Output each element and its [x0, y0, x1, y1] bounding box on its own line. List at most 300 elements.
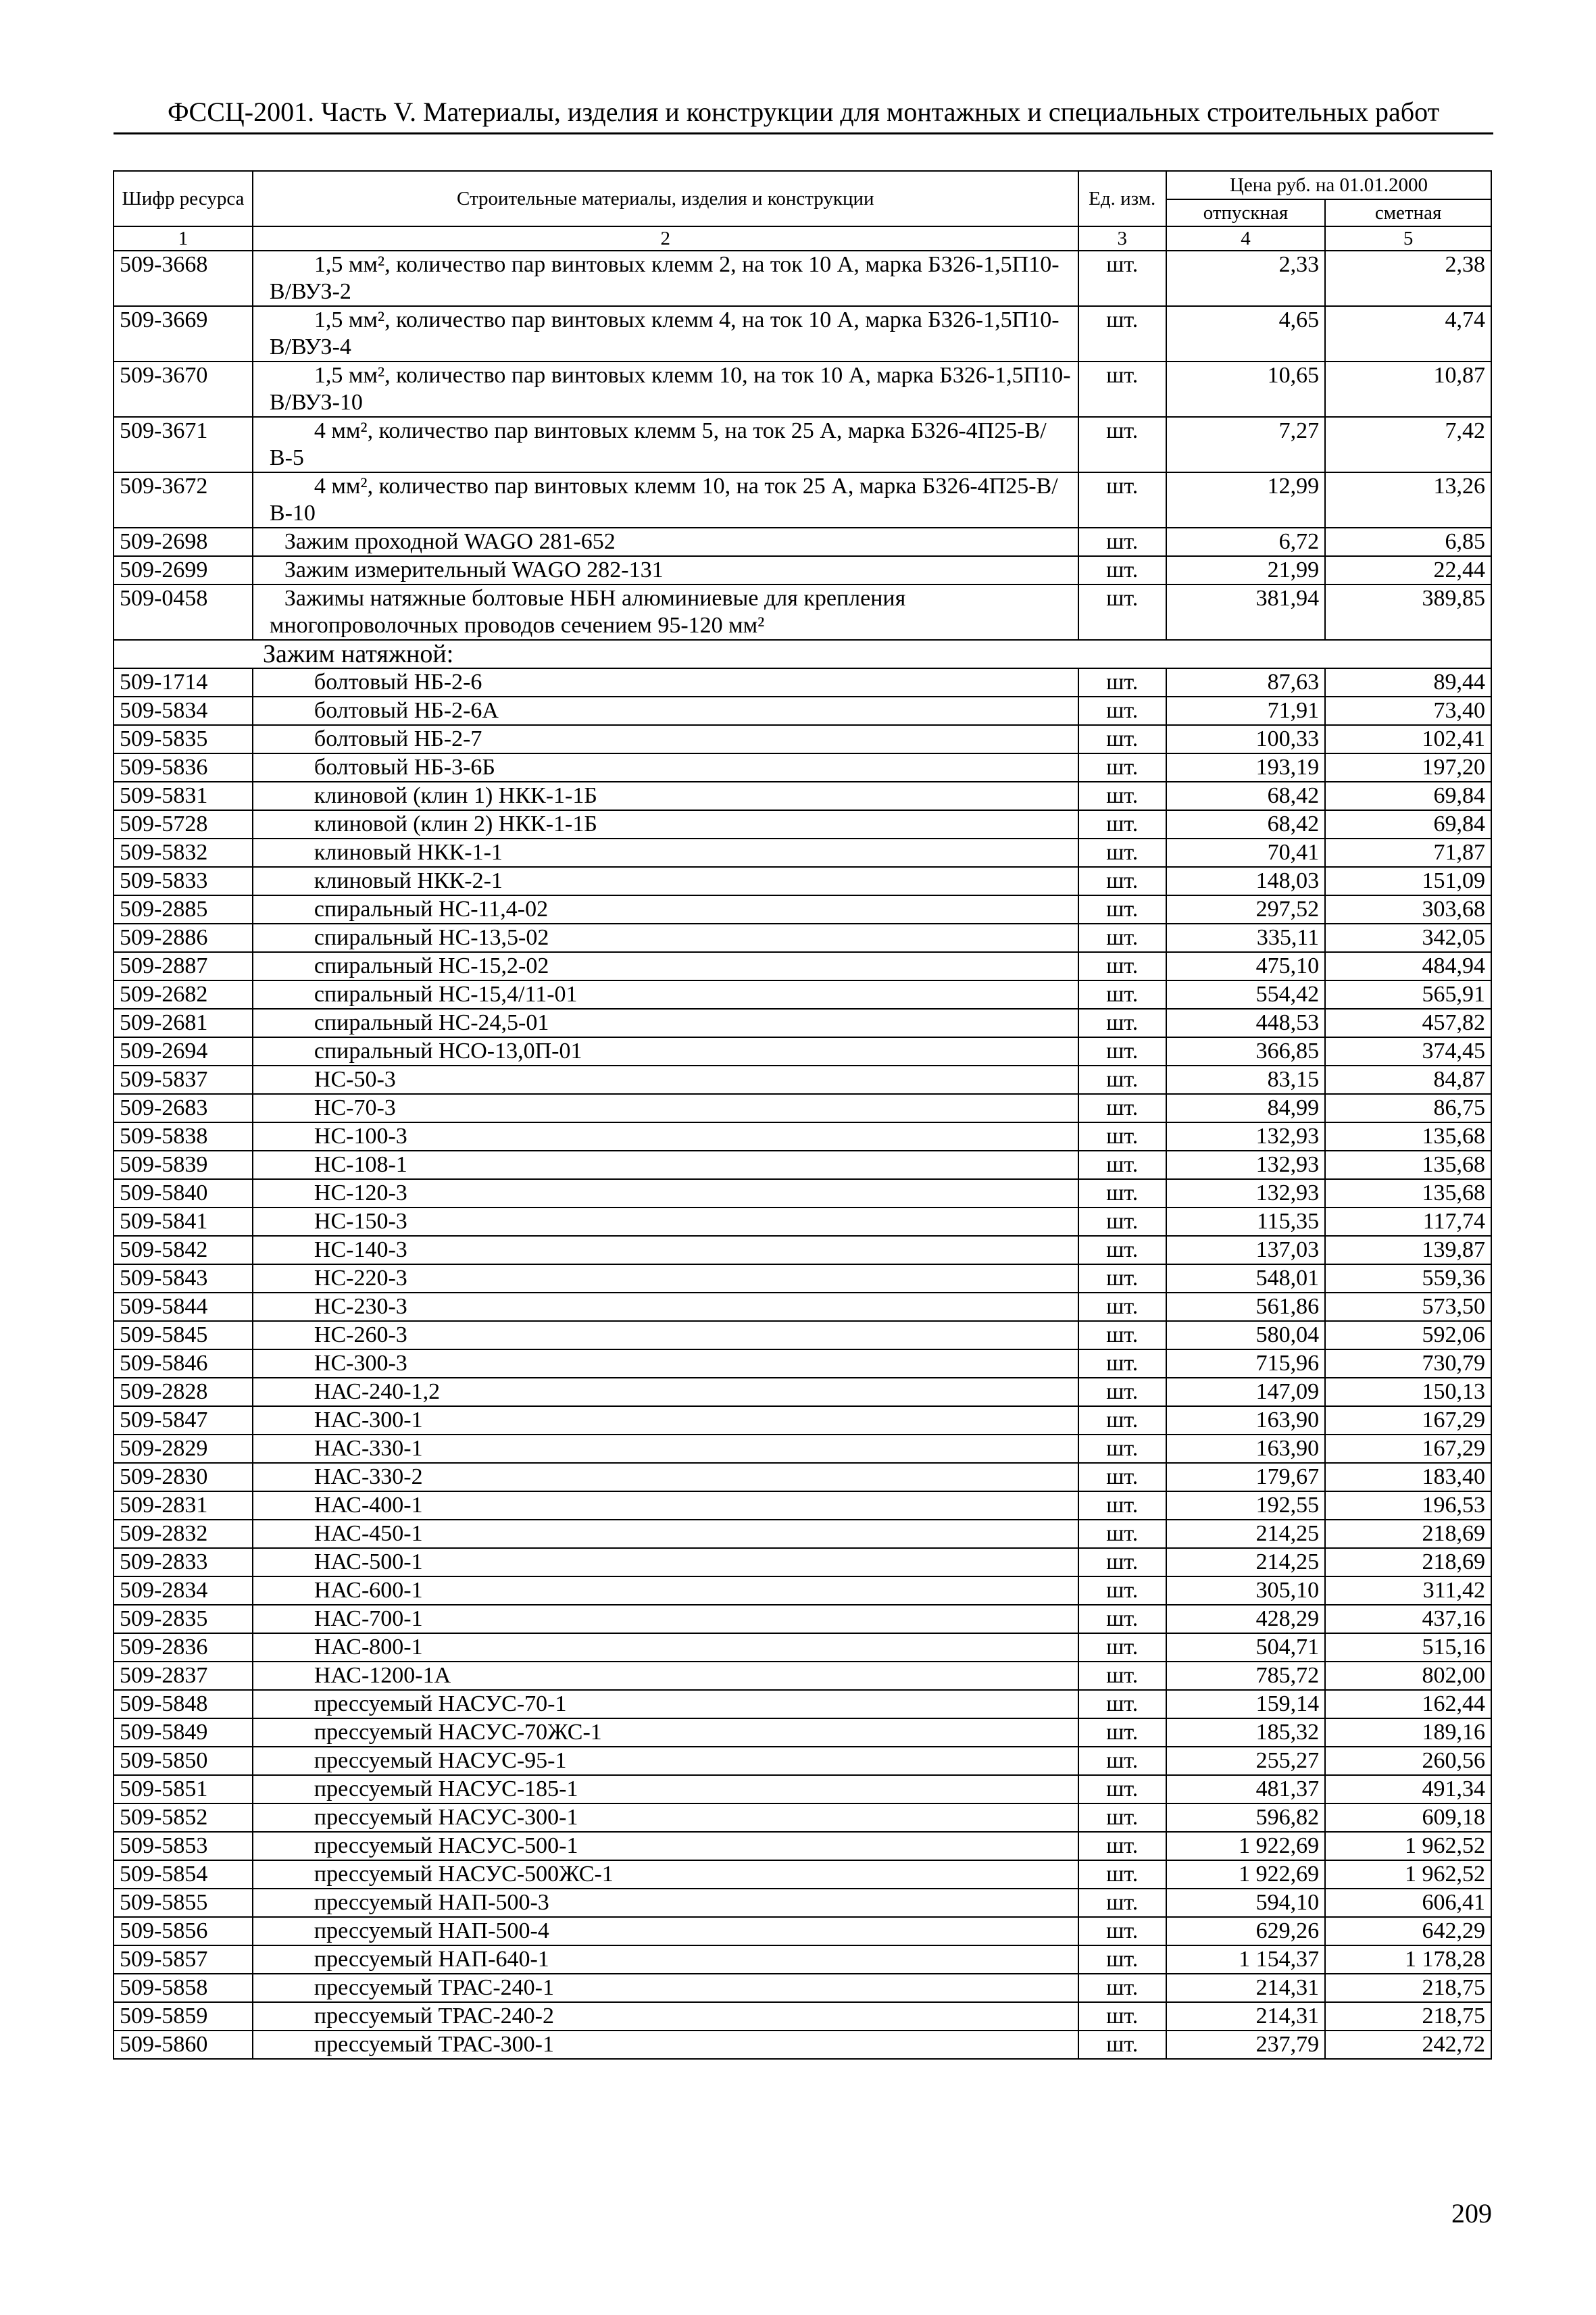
- estimate-price-cell: 559,36: [1325, 1264, 1491, 1293]
- estimate-price-cell: 437,16: [1325, 1605, 1491, 1633]
- estimate-price-cell: 218,69: [1325, 1520, 1491, 1548]
- estimate-price-cell: 71,87: [1325, 839, 1491, 867]
- table-row: [114, 1974, 1491, 2002]
- item-name-cell: НС-50-3: [253, 1066, 1078, 1094]
- item-name-cell: спиральный НС-15,4/11-01: [253, 980, 1078, 1009]
- release-price-cell: 548,01: [1166, 1264, 1325, 1293]
- col-header-price-release: отпускная: [1166, 199, 1325, 226]
- table-row: [114, 1491, 1491, 1520]
- table-row: [114, 895, 1491, 924]
- table-row: [114, 1066, 1491, 1094]
- unit-cell: шт.: [1078, 1349, 1166, 1378]
- unit-cell: шт.: [1078, 556, 1166, 584]
- table-row: [114, 1775, 1491, 1803]
- table-row: [114, 1435, 1491, 1463]
- unit-cell: шт.: [1078, 1321, 1166, 1349]
- col-header-name: Строительные материалы, изделия и конструкции: [253, 171, 1078, 226]
- unit-cell: шт.: [1078, 1179, 1166, 1208]
- unit-cell: шт.: [1078, 1803, 1166, 1832]
- column-number: 5: [1325, 226, 1491, 251]
- estimate-price-cell: 135,68: [1325, 1122, 1491, 1151]
- resource-code-cell: 509-2682: [114, 980, 253, 1009]
- item-name-cell: 1,5 мм², количество пар винтовых клемм 2, на ток 10 А, марка Б326-1,5П10-В/ВУЗ-2: [253, 251, 1078, 306]
- table-row: [114, 2002, 1491, 2031]
- estimate-price-cell: 6,85: [1325, 528, 1491, 556]
- item-name-cell: 1,5 мм², количество пар винтовых клемм 10, на ток 10 А, марка Б326-1,5П10-В/ВУЗ-10: [253, 362, 1078, 417]
- resource-code-cell: 509-2694: [114, 1037, 253, 1066]
- unit-cell: шт.: [1078, 895, 1166, 924]
- resource-code-cell: 509-5857: [114, 1945, 253, 1974]
- release-price-cell: 84,99: [1166, 1094, 1325, 1122]
- resource-code-cell: 509-3671: [114, 417, 253, 472]
- estimate-price-cell: 86,75: [1325, 1094, 1491, 1122]
- unit-cell: шт.: [1078, 1889, 1166, 1917]
- estimate-price-cell: 183,40: [1325, 1463, 1491, 1491]
- table-row: [114, 1576, 1491, 1605]
- estimate-price-cell: 150,13: [1325, 1378, 1491, 1406]
- item-name-cell: клиновый НКК-1-1: [253, 839, 1078, 867]
- release-price-cell: 83,15: [1166, 1066, 1325, 1094]
- table-row: [114, 952, 1491, 980]
- unit-cell: шт.: [1078, 1264, 1166, 1293]
- item-name-cell: НАС-400-1: [253, 1491, 1078, 1520]
- estimate-price-cell: 151,09: [1325, 867, 1491, 895]
- item-name-cell: 4 мм², количество пар винтовых клемм 5, на ток 25 А, марка Б326-4П25-В/В-5: [253, 417, 1078, 472]
- release-price-cell: 87,63: [1166, 668, 1325, 697]
- resource-code-cell: 509-5834: [114, 697, 253, 725]
- table-row: [114, 1208, 1491, 1236]
- release-price-cell: 68,42: [1166, 810, 1325, 839]
- release-price-cell: 214,31: [1166, 2002, 1325, 2031]
- resource-code-cell: 509-5831: [114, 782, 253, 810]
- item-name-cell: прессуемый НАСУС-70ЖС-1: [253, 1718, 1078, 1747]
- resource-code-cell: 509-5833: [114, 867, 253, 895]
- column-number: 1: [114, 226, 253, 251]
- item-name-cell: спиральный НС-13,5-02: [253, 924, 1078, 952]
- item-name-cell: НАС-700-1: [253, 1605, 1078, 1633]
- unit-cell: шт.: [1078, 980, 1166, 1009]
- unit-cell: шт.: [1078, 1491, 1166, 1520]
- table-row: [114, 584, 1491, 640]
- resource-code-cell: 509-5855: [114, 1889, 253, 1917]
- estimate-price-cell: 1 178,28: [1325, 1945, 1491, 1974]
- item-name-cell: Зажим проходной WAGO 281-652: [253, 528, 1078, 556]
- table-row: [114, 1293, 1491, 1321]
- release-price-cell: 137,03: [1166, 1236, 1325, 1264]
- resource-code-cell: 509-5838: [114, 1122, 253, 1151]
- estimate-price-cell: 7,42: [1325, 417, 1491, 472]
- item-name-cell: прессуемый НАСУС-185-1: [253, 1775, 1078, 1803]
- release-price-cell: 100,33: [1166, 725, 1325, 753]
- unit-cell: шт.: [1078, 1066, 1166, 1094]
- resource-code-cell: 509-5852: [114, 1803, 253, 1832]
- release-price-cell: 785,72: [1166, 1662, 1325, 1690]
- table-row: [114, 528, 1491, 556]
- resource-code-cell: 509-2833: [114, 1548, 253, 1576]
- table-row: [114, 753, 1491, 782]
- item-name-cell: прессуемый НАСУС-95-1: [253, 1747, 1078, 1775]
- unit-cell: шт.: [1078, 1151, 1166, 1179]
- estimate-price-cell: 491,34: [1325, 1775, 1491, 1803]
- resource-code-cell: 509-5860: [114, 2031, 253, 2059]
- unit-cell: шт.: [1078, 1520, 1166, 1548]
- unit-cell: шт.: [1078, 584, 1166, 640]
- release-price-cell: 185,32: [1166, 1718, 1325, 1747]
- resource-code-cell: 509-3668: [114, 251, 253, 306]
- release-price-cell: 255,27: [1166, 1747, 1325, 1775]
- unit-cell: шт.: [1078, 952, 1166, 980]
- estimate-price-cell: 139,87: [1325, 1236, 1491, 1264]
- table-row: [114, 725, 1491, 753]
- resource-code-cell: 509-2698: [114, 528, 253, 556]
- release-price-cell: 2,33: [1166, 251, 1325, 306]
- release-price-cell: 594,10: [1166, 1889, 1325, 1917]
- estimate-price-cell: 117,74: [1325, 1208, 1491, 1236]
- resource-code-cell: 509-3669: [114, 306, 253, 362]
- release-price-cell: 4,65: [1166, 306, 1325, 362]
- unit-cell: шт.: [1078, 782, 1166, 810]
- unit-cell: шт.: [1078, 1576, 1166, 1605]
- item-name-cell: НС-260-3: [253, 1321, 1078, 1349]
- table-row: [114, 1122, 1491, 1151]
- unit-cell: шт.: [1078, 306, 1166, 362]
- release-price-cell: 1 922,69: [1166, 1832, 1325, 1860]
- release-price-cell: 192,55: [1166, 1491, 1325, 1520]
- release-price-cell: 366,85: [1166, 1037, 1325, 1066]
- resource-code-cell: 509-2828: [114, 1378, 253, 1406]
- table-row: [114, 668, 1491, 697]
- estimate-price-cell: 135,68: [1325, 1151, 1491, 1179]
- unit-cell: шт.: [1078, 1974, 1166, 2002]
- table-row: [114, 1349, 1491, 1378]
- release-price-cell: 214,31: [1166, 1974, 1325, 2002]
- unit-cell: шт.: [1078, 417, 1166, 472]
- item-name-cell: НАС-800-1: [253, 1633, 1078, 1662]
- table-row: [114, 1321, 1491, 1349]
- estimate-price-cell: 167,29: [1325, 1435, 1491, 1463]
- unit-cell: шт.: [1078, 753, 1166, 782]
- unit-cell: шт.: [1078, 1690, 1166, 1718]
- item-name-cell: прессуемый НАСУС-500ЖС-1: [253, 1860, 1078, 1889]
- item-name-cell: клиновой (клин 2) НКК-1-1Б: [253, 810, 1078, 839]
- estimate-price-cell: 69,84: [1325, 782, 1491, 810]
- table-body: [114, 251, 1491, 2059]
- estimate-price-cell: 197,20: [1325, 753, 1491, 782]
- resource-code-cell: 509-2831: [114, 1491, 253, 1520]
- release-price-cell: 381,94: [1166, 584, 1325, 640]
- release-price-cell: 147,09: [1166, 1378, 1325, 1406]
- table-row: [114, 1860, 1491, 1889]
- unit-cell: шт.: [1078, 1037, 1166, 1066]
- table-row: [114, 417, 1491, 472]
- resource-code-cell: 509-2885: [114, 895, 253, 924]
- resource-code-cell: 509-5853: [114, 1832, 253, 1860]
- item-name-cell: НАС-500-1: [253, 1548, 1078, 1576]
- table-row: [114, 867, 1491, 895]
- resource-code-cell: 509-2835: [114, 1605, 253, 1633]
- resource-code-cell: 509-5842: [114, 1236, 253, 1264]
- release-price-cell: 6,72: [1166, 528, 1325, 556]
- resource-code-cell: 509-5839: [114, 1151, 253, 1179]
- unit-cell: шт.: [1078, 1009, 1166, 1037]
- resource-code-cell: 509-2832: [114, 1520, 253, 1548]
- item-name-cell: прессуемый НАП-500-3: [253, 1889, 1078, 1917]
- resource-code-cell: 509-5837: [114, 1066, 253, 1094]
- table-row: [114, 1718, 1491, 1747]
- unit-cell: шт.: [1078, 362, 1166, 417]
- table-row: [114, 1605, 1491, 1633]
- table-row: [114, 556, 1491, 584]
- unit-cell: шт.: [1078, 1122, 1166, 1151]
- table-row: [114, 306, 1491, 362]
- release-price-cell: 12,99: [1166, 472, 1325, 528]
- release-price-cell: 10,65: [1166, 362, 1325, 417]
- table-row: [114, 362, 1491, 417]
- release-price-cell: 580,04: [1166, 1321, 1325, 1349]
- resource-code-cell: 509-5836: [114, 753, 253, 782]
- col-header-code: Шифр ресурса: [114, 171, 253, 226]
- resource-code-cell: 509-5849: [114, 1718, 253, 1747]
- table-header: [114, 171, 1491, 251]
- item-name-cell: НАС-240-1,2: [253, 1378, 1078, 1406]
- release-price-cell: 148,03: [1166, 867, 1325, 895]
- estimate-price-cell: 609,18: [1325, 1803, 1491, 1832]
- unit-cell: шт.: [1078, 1293, 1166, 1321]
- table-row: [114, 697, 1491, 725]
- release-price-cell: 305,10: [1166, 1576, 1325, 1605]
- unit-cell: шт.: [1078, 2002, 1166, 2031]
- section-header-row: [114, 640, 1491, 668]
- release-price-cell: 132,93: [1166, 1179, 1325, 1208]
- estimate-price-cell: 196,53: [1325, 1491, 1491, 1520]
- resource-code-cell: 509-5841: [114, 1208, 253, 1236]
- table-row: [114, 1179, 1491, 1208]
- unit-cell: шт.: [1078, 1094, 1166, 1122]
- table-row: [114, 1633, 1491, 1662]
- table-row: [114, 1662, 1491, 1690]
- price-table: [113, 170, 1492, 2060]
- unit-cell: шт.: [1078, 810, 1166, 839]
- estimate-price-cell: 218,75: [1325, 1974, 1491, 2002]
- item-name-cell: прессуемый НАП-500-4: [253, 1917, 1078, 1945]
- release-price-cell: 115,35: [1166, 1208, 1325, 1236]
- unit-cell: шт.: [1078, 1378, 1166, 1406]
- estimate-price-cell: 89,44: [1325, 668, 1491, 697]
- resource-code-cell: 509-2699: [114, 556, 253, 584]
- unit-cell: шт.: [1078, 1945, 1166, 1974]
- resource-code-cell: 509-2837: [114, 1662, 253, 1690]
- resource-code-cell: 509-3670: [114, 362, 253, 417]
- table-row: [114, 1889, 1491, 1917]
- release-price-cell: 70,41: [1166, 839, 1325, 867]
- item-name-cell: прессуемый НАСУС-70-1: [253, 1690, 1078, 1718]
- item-name-cell: НАС-300-1: [253, 1406, 1078, 1435]
- item-name-cell: НС-108-1: [253, 1151, 1078, 1179]
- unit-cell: шт.: [1078, 867, 1166, 895]
- column-number: 2: [253, 226, 1078, 251]
- table-row: [114, 1264, 1491, 1293]
- resource-code-cell: 509-5850: [114, 1747, 253, 1775]
- resource-code-cell: 509-5859: [114, 2002, 253, 2031]
- estimate-price-cell: 642,29: [1325, 1917, 1491, 1945]
- release-price-cell: 715,96: [1166, 1349, 1325, 1378]
- release-price-cell: 561,86: [1166, 1293, 1325, 1321]
- resource-code-cell: 509-5840: [114, 1179, 253, 1208]
- release-price-cell: 1 154,37: [1166, 1945, 1325, 1974]
- unit-cell: шт.: [1078, 1832, 1166, 1860]
- item-name-cell: НС-220-3: [253, 1264, 1078, 1293]
- estimate-price-cell: 2,38: [1325, 251, 1491, 306]
- estimate-price-cell: 389,85: [1325, 584, 1491, 640]
- unit-cell: шт.: [1078, 697, 1166, 725]
- estimate-price-cell: 102,41: [1325, 725, 1491, 753]
- unit-cell: шт.: [1078, 1548, 1166, 1576]
- resource-code-cell: 509-2834: [114, 1576, 253, 1605]
- unit-cell: шт.: [1078, 1662, 1166, 1690]
- resource-code-cell: 509-5851: [114, 1775, 253, 1803]
- table-row: [114, 1037, 1491, 1066]
- table-row: [114, 2031, 1491, 2059]
- item-name-cell: прессуемый ТРАС-240-2: [253, 2002, 1078, 2031]
- resource-code-cell: 509-5854: [114, 1860, 253, 1889]
- item-name-cell: спиральный НС-15,2-02: [253, 952, 1078, 980]
- unit-cell: шт.: [1078, 839, 1166, 867]
- resource-code-cell: 509-5847: [114, 1406, 253, 1435]
- item-name-cell: НС-230-3: [253, 1293, 1078, 1321]
- section-title: Зажим натяжной:: [114, 640, 1491, 668]
- unit-cell: шт.: [1078, 528, 1166, 556]
- release-price-cell: 163,90: [1166, 1406, 1325, 1435]
- page-header-title: ФССЦ-2001. Часть V. Материалы, изделия и конструкции для монтажных и специальных строительных работ: [167, 97, 1440, 127]
- release-price-cell: 159,14: [1166, 1690, 1325, 1718]
- resource-code-cell: 509-5845: [114, 1321, 253, 1349]
- unit-cell: шт.: [1078, 472, 1166, 528]
- unit-cell: шт.: [1078, 1406, 1166, 1435]
- item-name-cell: болтовый НБ-2-7: [253, 725, 1078, 753]
- release-price-cell: 71,91: [1166, 697, 1325, 725]
- resource-code-cell: 509-5728: [114, 810, 253, 839]
- estimate-price-cell: 1 962,52: [1325, 1832, 1491, 1860]
- estimate-price-cell: 10,87: [1325, 362, 1491, 417]
- resource-code-cell: 509-5832: [114, 839, 253, 867]
- estimate-price-cell: 13,26: [1325, 472, 1491, 528]
- item-name-cell: НАС-1200-1А: [253, 1662, 1078, 1690]
- item-name-cell: болтовый НБ-2-6: [253, 668, 1078, 697]
- estimate-price-cell: 374,45: [1325, 1037, 1491, 1066]
- resource-code-cell: 509-5848: [114, 1690, 253, 1718]
- table-row: [114, 1690, 1491, 1718]
- item-name-cell: НАС-330-2: [253, 1463, 1078, 1491]
- table-row: [114, 1803, 1491, 1832]
- table-row: [114, 472, 1491, 528]
- release-price-cell: 132,93: [1166, 1151, 1325, 1179]
- item-name-cell: НС-100-3: [253, 1122, 1078, 1151]
- item-name-cell: 1,5 мм², количество пар винтовых клемм 4, на ток 10 А, марка Б326-1,5П10-В/ВУЗ-4: [253, 306, 1078, 362]
- header-divider: [114, 132, 1493, 134]
- column-numbers-row: [114, 226, 1491, 251]
- item-name-cell: НАС-600-1: [253, 1576, 1078, 1605]
- item-name-cell: клиновый НКК-2-1: [253, 867, 1078, 895]
- item-name-cell: прессуемый ТРАС-240-1: [253, 1974, 1078, 2002]
- table-row: [114, 1236, 1491, 1264]
- estimate-price-cell: 84,87: [1325, 1066, 1491, 1094]
- resource-code-cell: 509-1714: [114, 668, 253, 697]
- release-price-cell: 1 922,69: [1166, 1860, 1325, 1889]
- item-name-cell: Зажимы натяжные болтовые НБН алюминиевые для крепления многопроволочных проводов сечением 95-120 мм²: [253, 584, 1078, 640]
- release-price-cell: 179,67: [1166, 1463, 1325, 1491]
- resource-code-cell: 509-5846: [114, 1349, 253, 1378]
- estimate-price-cell: 218,75: [1325, 2002, 1491, 2031]
- resource-code-cell: 509-2830: [114, 1463, 253, 1491]
- release-price-cell: 7,27: [1166, 417, 1325, 472]
- release-price-cell: 214,25: [1166, 1548, 1325, 1576]
- release-price-cell: 214,25: [1166, 1520, 1325, 1548]
- resource-code-cell: 509-2829: [114, 1435, 253, 1463]
- release-price-cell: 163,90: [1166, 1435, 1325, 1463]
- item-name-cell: прессуемый НАСУС-500-1: [253, 1832, 1078, 1860]
- estimate-price-cell: 311,42: [1325, 1576, 1491, 1605]
- estimate-price-cell: 573,50: [1325, 1293, 1491, 1321]
- item-name-cell: болтовый НБ-2-6А: [253, 697, 1078, 725]
- estimate-price-cell: 135,68: [1325, 1179, 1491, 1208]
- release-price-cell: 448,53: [1166, 1009, 1325, 1037]
- table-row: [114, 1747, 1491, 1775]
- unit-cell: шт.: [1078, 1633, 1166, 1662]
- unit-cell: шт.: [1078, 251, 1166, 306]
- item-name-cell: НАС-450-1: [253, 1520, 1078, 1548]
- resource-code-cell: 509-5844: [114, 1293, 253, 1321]
- page-number: 209: [1451, 2198, 1492, 2229]
- estimate-price-cell: 218,69: [1325, 1548, 1491, 1576]
- unit-cell: шт.: [1078, 1236, 1166, 1264]
- unit-cell: шт.: [1078, 924, 1166, 952]
- unit-cell: шт.: [1078, 1747, 1166, 1775]
- estimate-price-cell: 606,41: [1325, 1889, 1491, 1917]
- unit-cell: шт.: [1078, 1860, 1166, 1889]
- release-price-cell: 554,42: [1166, 980, 1325, 1009]
- item-name-cell: НС-70-3: [253, 1094, 1078, 1122]
- table-row: [114, 924, 1491, 952]
- table-row: [114, 1009, 1491, 1037]
- estimate-price-cell: 162,44: [1325, 1690, 1491, 1718]
- release-price-cell: 68,42: [1166, 782, 1325, 810]
- resource-code-cell: 509-5858: [114, 1974, 253, 2002]
- table-row: [114, 1094, 1491, 1122]
- table-row: [114, 810, 1491, 839]
- estimate-price-cell: 260,56: [1325, 1747, 1491, 1775]
- item-name-cell: Зажим измерительный WAGO 282-131: [253, 556, 1078, 584]
- unit-cell: шт.: [1078, 668, 1166, 697]
- release-price-cell: 335,11: [1166, 924, 1325, 952]
- release-price-cell: 237,79: [1166, 2031, 1325, 2059]
- estimate-price-cell: 342,05: [1325, 924, 1491, 952]
- unit-cell: шт.: [1078, 1605, 1166, 1633]
- resource-code-cell: 509-2683: [114, 1094, 253, 1122]
- table-row: [114, 1945, 1491, 1974]
- table-row: [114, 1151, 1491, 1179]
- release-price-cell: 596,82: [1166, 1803, 1325, 1832]
- estimate-price-cell: 303,68: [1325, 895, 1491, 924]
- release-price-cell: 428,29: [1166, 1605, 1325, 1633]
- col-header-price-estimate: сметная: [1325, 199, 1491, 226]
- unit-cell: шт.: [1078, 2031, 1166, 2059]
- table-row: [114, 1520, 1491, 1548]
- item-name-cell: спиральный НС-11,4-02: [253, 895, 1078, 924]
- resource-code-cell: 509-2681: [114, 1009, 253, 1037]
- item-name-cell: 4 мм², количество пар винтовых клемм 10, на ток 25 А, марка Б326-4П25-В/В-10: [253, 472, 1078, 528]
- table-row: [114, 1917, 1491, 1945]
- unit-cell: шт.: [1078, 725, 1166, 753]
